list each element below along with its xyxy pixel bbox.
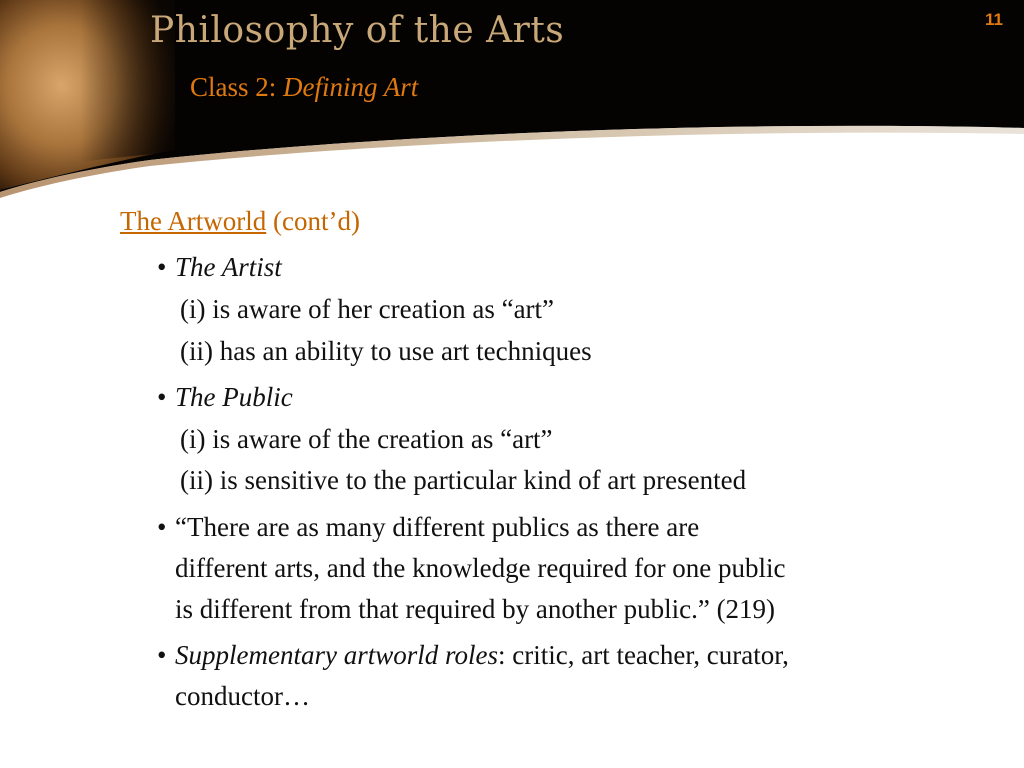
artist-item-2: (ii) has an ability to use art techniques <box>180 336 592 366</box>
bullet-dot: • <box>157 252 167 282</box>
subtitle-topic: Defining Art <box>283 72 419 102</box>
public-item-2: (ii) is sensitive to the particular kind of art presented <box>180 465 747 495</box>
supplementary-text: : critic, art teacher, curator, <box>498 640 789 670</box>
quote-line-1: “There are as many different publics as there are <box>175 512 700 542</box>
bullet-quote <box>157 510 699 544</box>
bullet-public <box>157 380 293 414</box>
quote-line-2: different arts, and the knowledge required for one public <box>175 553 786 583</box>
heading-suffix: (cont’d) <box>272 206 360 236</box>
bullet-supplementary <box>157 638 789 672</box>
section-heading <box>120 206 360 237</box>
slide-number: 11 <box>985 10 1003 29</box>
supplementary-label: Supplementary artworld roles <box>175 640 498 670</box>
bullet-public-label: The Public <box>175 382 293 412</box>
bullet-artist-label: The Artist <box>175 252 282 282</box>
subtitle-prefix: Class 2: <box>190 72 277 102</box>
artist-item-1: (i) is aware of her creation as “art” <box>180 294 555 324</box>
bullet-dot: • <box>157 640 167 670</box>
bullet-dot: • <box>157 382 167 412</box>
public-item-1: (i) is aware of the creation as “art” <box>180 424 553 454</box>
supplementary-continuation: conductor… <box>175 681 310 711</box>
artworld-link[interactable]: The Artworld <box>120 206 267 236</box>
slide-title: Philosophy of the Arts <box>150 10 565 51</box>
quote-line-3: is different from that required by another public.” (219) <box>175 594 776 624</box>
bullet-artist <box>157 250 282 284</box>
bullet-dot: • <box>157 512 167 542</box>
